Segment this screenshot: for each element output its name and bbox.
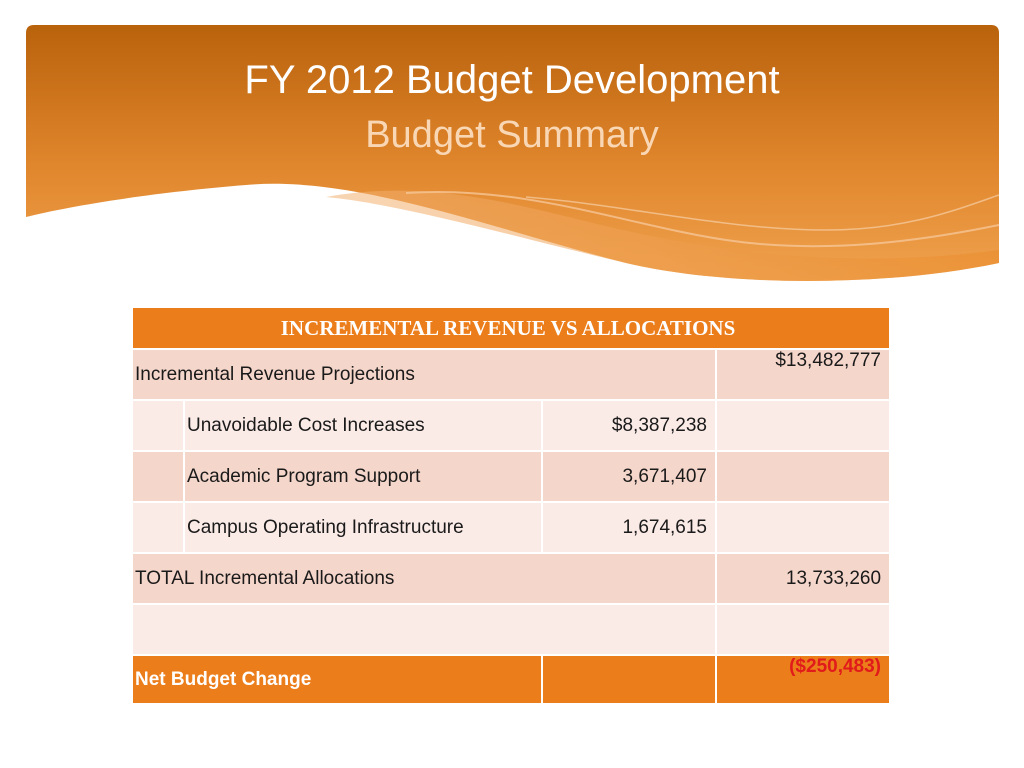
page-title: FY 2012 Budget Development	[244, 58, 780, 102]
spacer-cell	[133, 400, 184, 451]
total-label: TOTAL Incremental Allocations	[133, 553, 716, 604]
empty-cell	[716, 451, 890, 502]
allocation-label: Unavoidable Cost Increases	[184, 400, 542, 451]
net-label: Net Budget Change	[133, 655, 542, 704]
total-value: 13,733,260	[716, 553, 890, 604]
budget-summary-table	[133, 308, 891, 705]
spacer-cell	[133, 502, 184, 553]
table-row	[133, 502, 890, 553]
net-value: ($250,483)	[716, 655, 890, 704]
table-row-revenue	[133, 349, 890, 400]
allocation-label: Campus Operating Infrastructure	[184, 502, 542, 553]
table-row-net	[133, 655, 890, 704]
table-row	[133, 400, 890, 451]
empty-cell	[716, 502, 890, 553]
table-row	[133, 451, 890, 502]
table-row-total	[133, 553, 890, 604]
empty-cell	[716, 400, 890, 451]
page-subtitle: Budget Summary	[365, 114, 659, 156]
empty-cell	[716, 604, 890, 655]
empty-cell	[542, 655, 716, 704]
table-heading: INCREMENTAL REVENUE VS ALLOCATIONS	[133, 308, 890, 349]
table-row-blank	[133, 604, 890, 655]
allocation-value: $8,387,238	[542, 400, 716, 451]
allocation-value: 3,671,407	[542, 451, 716, 502]
revenue-value: $13,482,777	[716, 349, 890, 400]
spacer-cell	[133, 451, 184, 502]
revenue-label: Incremental Revenue Projections	[133, 349, 716, 400]
allocation-label: Academic Program Support	[184, 451, 542, 502]
empty-cell	[133, 604, 716, 655]
allocation-value: 1,674,615	[542, 502, 716, 553]
